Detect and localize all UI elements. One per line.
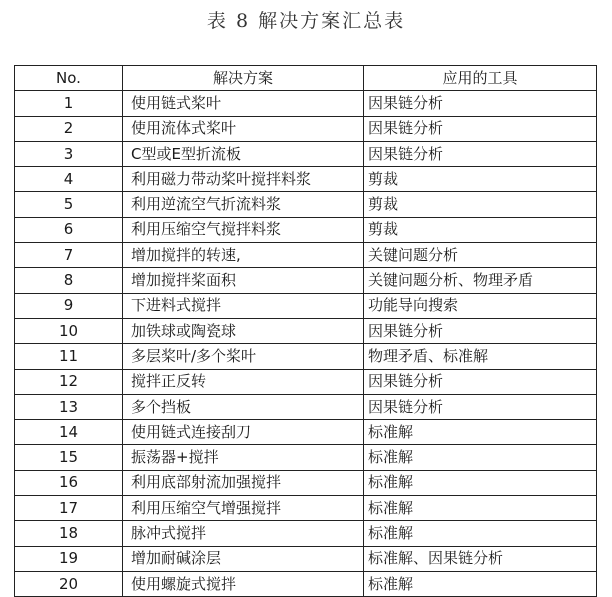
row-number-cell: 16 — [15, 470, 123, 495]
table-body — [15, 91, 597, 597]
solution-cell: 增加搅拌桨面积 — [123, 268, 364, 293]
tool-cell: 因果链分析 — [364, 394, 597, 419]
solution-cell: 使用链式连接刮刀 — [123, 420, 364, 445]
solution-cell: 利用逆流空气折流料浆 — [123, 192, 364, 217]
row-number-cell: 11 — [15, 344, 123, 369]
tool-cell: 关键问题分析 — [364, 243, 597, 268]
solution-cell: 多个挡板 — [123, 394, 364, 419]
header-tool: 应用的工具 — [364, 66, 597, 91]
row-number-cell: 4 — [15, 167, 123, 192]
table-row — [15, 116, 597, 141]
row-number-cell: 2 — [15, 116, 123, 141]
tool-cell: 标准解 — [364, 496, 597, 521]
table-row — [15, 192, 597, 217]
solution-cell: 脉冲式搅拌 — [123, 521, 364, 546]
tool-cell: 因果链分析 — [364, 116, 597, 141]
header-no: No. — [15, 66, 123, 91]
tool-cell: 剪裁 — [364, 192, 597, 217]
table-row — [15, 293, 597, 318]
row-number-cell: 3 — [15, 141, 123, 166]
table-row — [15, 91, 597, 116]
tool-cell: 剪裁 — [364, 217, 597, 242]
solution-cell: 使用流体式桨叶 — [123, 116, 364, 141]
table-row — [15, 420, 597, 445]
tool-cell: 因果链分析 — [364, 318, 597, 343]
tool-cell: 因果链分析 — [364, 141, 597, 166]
solution-cell: 增加耐碱涂层 — [123, 546, 364, 571]
tool-cell: 功能导向搜索 — [364, 293, 597, 318]
table-row — [15, 344, 597, 369]
table-row — [15, 141, 597, 166]
solution-cell: 多层桨叶/多个桨叶 — [123, 344, 364, 369]
tool-cell: 标准解 — [364, 420, 597, 445]
row-number-cell: 18 — [15, 521, 123, 546]
row-number-cell: 20 — [15, 571, 123, 596]
solution-cell: 利用压缩空气搅拌料浆 — [123, 217, 364, 242]
row-number-cell: 14 — [15, 420, 123, 445]
table-row — [15, 546, 597, 571]
row-number-cell: 13 — [15, 394, 123, 419]
tool-cell: 标准解 — [364, 571, 597, 596]
solution-summary-table — [14, 65, 597, 597]
tool-cell: 标准解 — [364, 445, 597, 470]
solution-cell: 加铁球或陶瓷球 — [123, 318, 364, 343]
table-row — [15, 496, 597, 521]
solution-cell: 利用底部射流加强搅拌 — [123, 470, 364, 495]
row-number-cell: 15 — [15, 445, 123, 470]
tool-cell: 剪裁 — [364, 167, 597, 192]
solution-cell: 搅拌正反转 — [123, 369, 364, 394]
table-row — [15, 394, 597, 419]
table-header — [15, 66, 597, 91]
table-row — [15, 369, 597, 394]
tool-cell: 标准解 — [364, 521, 597, 546]
tool-cell: 因果链分析 — [364, 91, 597, 116]
tool-cell: 标准解 — [364, 470, 597, 495]
header-row — [15, 66, 597, 91]
tool-cell: 标准解、因果链分析 — [364, 546, 597, 571]
row-number-cell: 7 — [15, 243, 123, 268]
solution-cell: C型或E型折流板 — [123, 141, 364, 166]
tool-cell: 关键问题分析、物理矛盾 — [364, 268, 597, 293]
row-number-cell: 8 — [15, 268, 123, 293]
tool-cell: 因果链分析 — [364, 369, 597, 394]
table-row — [15, 470, 597, 495]
table-row — [15, 571, 597, 596]
header-solution: 解决方案 — [123, 66, 364, 91]
tool-cell: 物理矛盾、标准解 — [364, 344, 597, 369]
solution-cell: 利用压缩空气增强搅拌 — [123, 496, 364, 521]
solution-cell: 下进料式搅拌 — [123, 293, 364, 318]
solution-cell: 增加搅拌的转速, — [123, 243, 364, 268]
solution-cell: 使用链式桨叶 — [123, 91, 364, 116]
row-number-cell: 9 — [15, 293, 123, 318]
row-number-cell: 10 — [15, 318, 123, 343]
row-number-cell: 6 — [15, 217, 123, 242]
row-number-cell: 5 — [15, 192, 123, 217]
table-row — [15, 243, 597, 268]
table-row — [15, 318, 597, 343]
row-number-cell: 12 — [15, 369, 123, 394]
row-number-cell: 17 — [15, 496, 123, 521]
solution-cell: 利用磁力带动桨叶搅拌料浆 — [123, 167, 364, 192]
table-row — [15, 217, 597, 242]
table-row — [15, 268, 597, 293]
table-row — [15, 521, 597, 546]
solution-cell: 使用螺旋式搅拌 — [123, 571, 364, 596]
solution-cell: 振荡器+搅拌 — [123, 445, 364, 470]
table-row — [15, 167, 597, 192]
row-number-cell: 19 — [15, 546, 123, 571]
table-caption: 表 8 解决方案汇总表 — [206, 10, 406, 32]
row-number-cell: 1 — [15, 91, 123, 116]
table-row — [15, 445, 597, 470]
